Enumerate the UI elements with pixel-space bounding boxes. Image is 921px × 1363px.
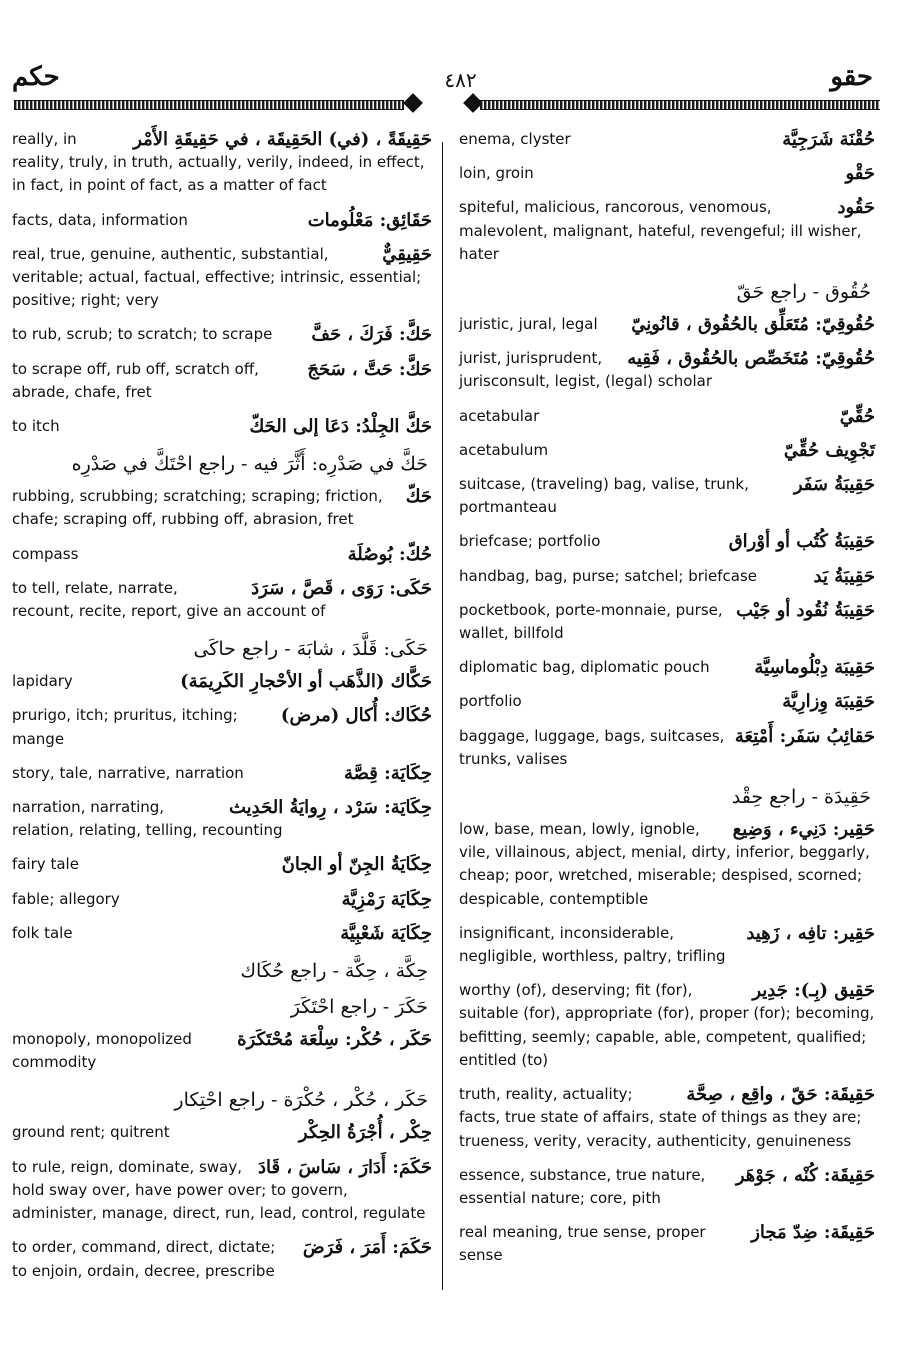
entry — [459, 1221, 875, 1267]
entry — [12, 128, 432, 198]
arabic-headword: حَقِيبَةُ نُقُود أو جَيْب — [736, 599, 875, 621]
entry — [459, 979, 875, 1072]
arabic-headword: حَكَى: رَوَى ، قَصَّ ، سَرَدَ — [251, 577, 432, 599]
english-definition: baggage, luggage, bags, suitcases, trunks, valises — [459, 726, 725, 768]
english-definition: to tell, relate, narrate, recount, recite, report, give an account of — [12, 578, 326, 621]
arabic-headword: حِكَايَة شَعْبِيَّة — [340, 922, 432, 944]
entry — [12, 670, 432, 693]
english-definition: to rub, scrub; to scratch; to scrape — [12, 325, 273, 344]
english-definition: really, in reality, truly, in truth, actually, verily, indeed, in effect, in fact, in point of fact, as a matter of fact — [12, 130, 425, 195]
arabic-headword: حَقِيبَةُ كُتُب أو أوْراق — [728, 531, 875, 553]
english-definition: portfolio — [459, 692, 522, 711]
english-definition: real, true, genuine, authentic, substantial, veritable; actual, factual, effective; intrinsic, essential; positive; right; very — [12, 244, 422, 310]
english-definition: handbag, bag, purse; satchel; briefcase — [459, 566, 758, 585]
entry — [12, 888, 432, 911]
arabic-headword: حَكّ — [405, 486, 432, 508]
entry — [459, 922, 875, 968]
english-definition: to scrape off, rub off, scratch off, abrade, chafe, fret — [12, 359, 259, 401]
entry — [12, 922, 432, 945]
entry — [459, 818, 875, 911]
english-definition: narration, narrating, relation, relating, telling, recounting — [12, 798, 283, 840]
arabic-headword: حَكَّاك (الذَّهَب أو الأحْجارِ الكَرِيمَة) — [180, 671, 432, 693]
arabic-headword: حُقُوقِيّ: مُتَعَلِّق بالحُقُوق ، قانُونِيّ — [631, 314, 875, 336]
english-definition: acetabular — [459, 406, 540, 425]
arabic-headword: حَقِيقَةً ، (في) الحَقِيقَة ، في حَقِيقَةِ الأَمْر — [133, 129, 432, 150]
arabic-headword: حَكَّ الجِلْدُ: دَعَا إلى الحَكّ — [249, 416, 432, 438]
entry — [459, 196, 875, 266]
entry — [459, 1083, 875, 1153]
arabic-headword: تَجْوِيف حُقِّيّ — [783, 439, 875, 461]
entry — [12, 577, 432, 623]
entry — [459, 473, 875, 519]
entry — [12, 485, 432, 531]
entry — [12, 1028, 432, 1074]
entry — [12, 704, 432, 750]
english-definition: juristic, jural, legal — [459, 315, 598, 334]
english-definition: compass — [12, 544, 79, 563]
arabic-headword: حَقِيبَةُ سَفَر — [793, 474, 875, 496]
arabic-headword: حَقِيقَة: كُنْه ، جَوْهَر — [735, 1164, 875, 1186]
english-definition: to rule, reign, dominate, sway, hold sway over, have power over; to govern, administer, manage, direct, run, lead, control, regulate — [12, 1157, 426, 1223]
english-definition: loin, groin — [459, 164, 534, 183]
entry — [12, 1121, 432, 1144]
header-rule-right — [480, 100, 880, 110]
arabic-headword: حِكَايَةُ الجِنّ أو الجانّ — [281, 854, 432, 876]
cross-reference: حَقِيدَة - راجع حِقْد — [731, 786, 871, 809]
entry — [459, 599, 875, 645]
entry — [12, 358, 432, 404]
entry — [459, 725, 875, 771]
english-definition: fairy tale — [12, 855, 79, 874]
english-definition: prurigo, itch; pruritus, itching; mange — [12, 706, 238, 748]
arabic-headword: حُقِّيّ — [839, 405, 875, 427]
english-definition: worthy (of), deserving; fit (for), suitable (for), appropriate (for), proper (for); becoming, befitting, seemly; capable, able, competent, qualified; entitled (to) — [459, 981, 875, 1069]
english-definition: folk tale — [12, 923, 73, 942]
entry — [12, 243, 432, 313]
entry — [12, 415, 432, 438]
english-definition: acetabulum — [459, 440, 549, 459]
entry — [459, 530, 875, 553]
arabic-headword: حُقْنَة شَرَجِيَّة — [782, 129, 875, 150]
english-definition: pocketbook, porte-monnaie, purse, wallet, billfold — [459, 600, 723, 643]
english-definition: real meaning, true sense, proper sense — [459, 1223, 706, 1265]
cross-reference: حُقُوق - راجع حَقّ — [736, 281, 871, 304]
cross-reference: حَكَر ، حُكْر ، حُكْرَة - راجع احْتِكار — [174, 1089, 428, 1112]
entry — [459, 128, 875, 151]
english-definition: essence, substance, true nature, essential nature; core, pith — [459, 1165, 706, 1207]
page-header — [0, 0, 921, 130]
arabic-headword: حَكَر ، حُكْر: سِلْعَة مُحْتَكَرَة — [237, 1029, 432, 1051]
cross-reference: حَكَرَ - راجع احْتَكَرَ — [290, 996, 428, 1019]
arabic-headword: حَقِير: تافِه ، زَهِيد — [746, 922, 875, 944]
cross-reference: حَكَى: قَلَّدَ ، شابَهَ - راجع حاكَى — [193, 638, 428, 661]
english-definition: lapidary — [12, 672, 73, 691]
arabic-headword: حِكْر ، أُجْرَةُ الحِكْر — [298, 1122, 432, 1144]
english-definition: low, base, mean, lowly, ignoble, vile, villainous, abject, menial, dirty, inferior, beggarly, cheap; poor, wretched, miserable; despised, scorned; despicable, contemptible — [459, 820, 870, 908]
arabic-headword: حُكَاك: أُكال (مرض) — [280, 705, 432, 727]
right-column — [459, 128, 875, 1279]
english-definition: facts, data, information — [12, 210, 188, 229]
arabic-headword: حَقائِبُ سَفَر: أَمْتِعَة — [734, 725, 875, 747]
arabic-headword: حُكّ: بُوصُلَة — [347, 543, 432, 565]
english-definition: fable; allegory — [12, 889, 120, 908]
cross-reference: حَكَّ في صَدْرِه: أَثَّرَ فيه - راجع احْتَكَّ في صَدْرِه — [71, 453, 428, 476]
entry — [12, 543, 432, 566]
arabic-headword: حَقُود — [837, 197, 875, 219]
arabic-headword: حَقَائِق: مَعْلُومات — [307, 209, 432, 231]
arabic-headword: حَكَّ: فَرَكَ ، حَفَّ — [311, 324, 432, 346]
english-definition: insignificant, inconsiderable, negligible, worthless, paltry, trifling — [459, 923, 726, 966]
entry — [12, 853, 432, 876]
left-running-headword: حكم — [12, 62, 60, 92]
arabic-headword: حَكَّ: حَتَّ ، سَحَجَ — [307, 358, 432, 380]
arabic-headword: حَكَمَ: أَدَارَ ، سَاسَ ، قَادَ — [258, 1156, 432, 1178]
english-definition: spiteful, malicious, rancorous, venomous, malevolent, malignant, hateful, revengeful; ill wisher, hater — [459, 198, 862, 263]
entry — [459, 313, 875, 336]
english-definition: monopoly, monopolized commodity — [12, 1030, 192, 1072]
arabic-headword: حَقِيبَةُ يَد — [813, 565, 875, 587]
english-definition: ground rent; quitrent — [12, 1123, 170, 1142]
arabic-headword: حُقُوقِيّ: مُتَخَصِّص بالحُقُوق ، فَقِيه — [627, 348, 875, 370]
entry — [12, 796, 432, 842]
arabic-headword: حَقِير: دَنِيء ، وَضِيع — [732, 819, 875, 841]
arabic-headword: حَقِيبَة وِزارِيَّة — [782, 691, 875, 713]
entry — [12, 1236, 432, 1282]
entry — [459, 690, 875, 713]
arabic-headword: حَقِيبَة دِبْلُوماسِيَّة — [754, 657, 875, 679]
english-definition: jurist, jurisprudent, jurisconsult, legist, (legal) scholar — [459, 349, 713, 391]
entry — [459, 565, 875, 588]
entry — [459, 405, 875, 428]
entry — [459, 439, 875, 462]
right-running-headword: حقو — [830, 62, 873, 92]
english-definition: truth, reality, actuality; facts, true state of affairs, state of things as they are; trueness, verity, veracity, authenticity, genuineness — [459, 1085, 862, 1150]
entry — [12, 762, 432, 785]
entry — [12, 323, 432, 346]
arabic-headword: حَكَمَ: أَمَرَ ، فَرَضَ — [302, 1237, 432, 1259]
arabic-headword: حَقِيقَة: حَقّ ، واقِع ، صِحَّة — [686, 1084, 875, 1106]
english-definition: diplomatic bag, diplomatic pouch — [459, 658, 710, 677]
entry — [459, 162, 875, 185]
entry — [459, 1164, 875, 1210]
page-number: ٤٨٢ — [444, 68, 477, 92]
header-rule-left — [14, 100, 404, 110]
english-definition: story, tale, narrative, narration — [12, 763, 244, 782]
english-definition: to order, command, direct, dictate; to enjoin, ordain, decree, prescribe — [12, 1238, 276, 1280]
english-definition: suitcase, (traveling) bag, valise, trunk, portmanteau — [459, 475, 749, 517]
entry — [459, 656, 875, 679]
english-definition: briefcase; portfolio — [459, 532, 601, 551]
entry — [459, 347, 875, 393]
arabic-headword: حِكَايَة رَمْزِيَّة — [341, 888, 432, 910]
arabic-headword: حَقْو — [845, 163, 875, 185]
arabic-headword: حَقِيقَة: ضِدّ مَجاز — [751, 1222, 875, 1244]
left-column — [12, 128, 432, 1294]
cross-reference: حِكَّة ، حِكَّة - راجع حُكَاك — [240, 960, 428, 983]
english-definition: to itch — [12, 417, 60, 436]
arabic-headword: حَقِيق (بِـ): جَدِير — [752, 980, 875, 1002]
column-divider — [442, 142, 443, 1290]
entry — [12, 209, 432, 232]
english-definition: enema, clyster — [459, 130, 571, 148]
ornament-diamond-left — [403, 93, 423, 113]
entry — [12, 1156, 432, 1226]
arabic-headword: حِكَايَة: قِصَّة — [344, 762, 432, 784]
arabic-headword: حِكَايَة: سَرْد ، رِوايَةُ الحَدِيث — [228, 797, 432, 819]
arabic-headword: حَقِيقِيٌّ — [382, 243, 432, 265]
english-definition: rubbing, scrubbing; scratching; scraping; friction, chafe; scraping off, rubbing off, abrasion, fret — [12, 487, 383, 529]
